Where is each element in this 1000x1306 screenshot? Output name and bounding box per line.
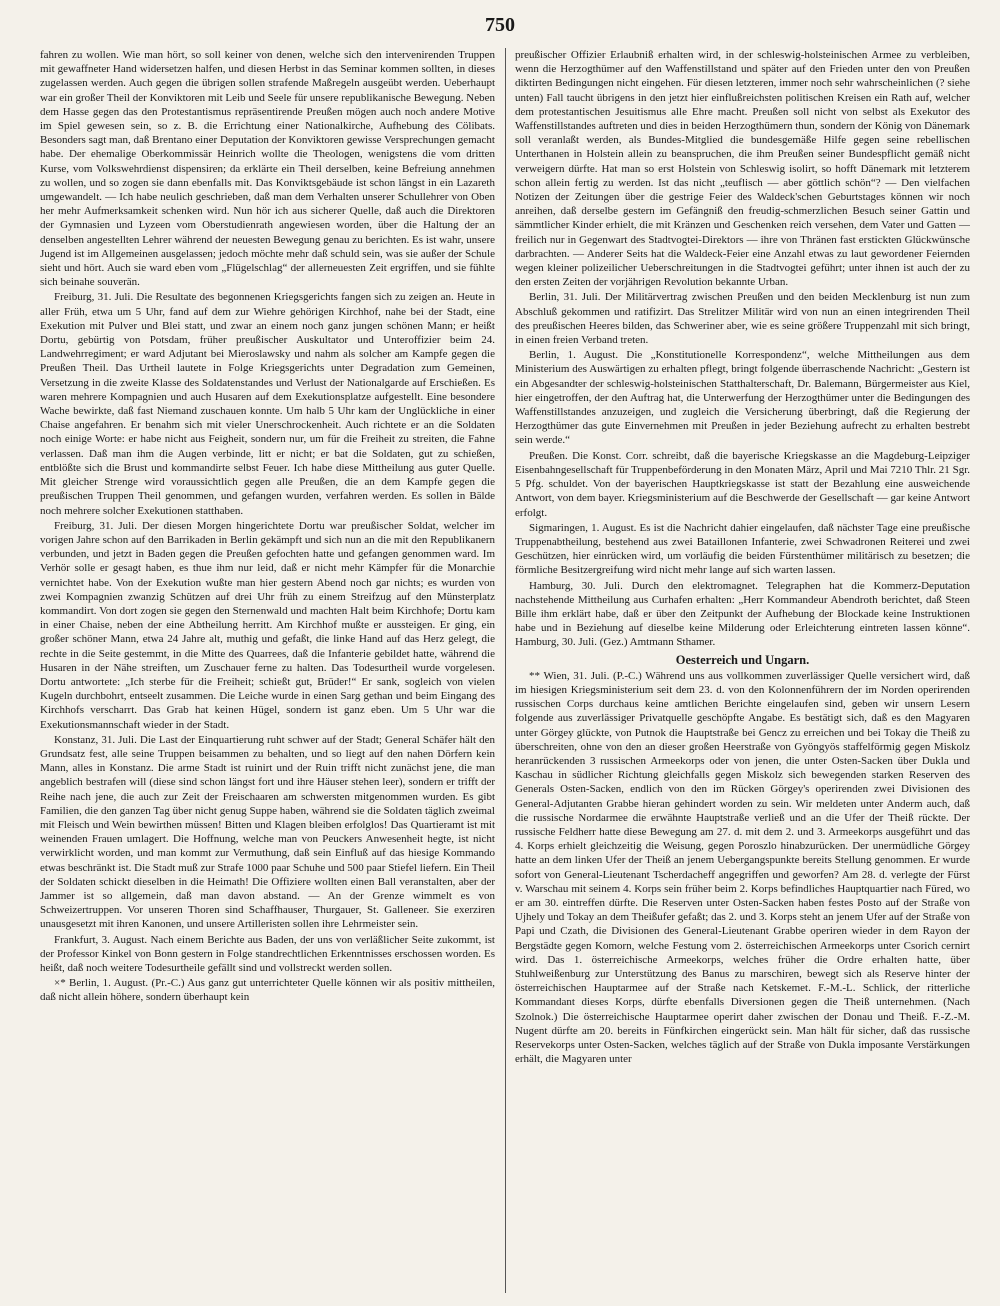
article-paragraph: Konstanz, 31. Juli. Die Last der Einquartierung ruht schwer auf der Stadt; General Schäfer hält den Grundsatz fest, alle seine Truppen beisammen zu behalten, und so liegt auf den nahen Dörfern kein Mann, alles in Konstanz. Die arme Stadt ist ruinirt und der Ruin trifft nicht zunächst jene, die man angeblich bestrafen will (diese sind schon längst fort und ihre Häuser stehen leer), sondern er trifft der Reihe nach jene, die auch zur Zeit der Freischaaren am schwersten mitgenommen wurden. Es gibt Familien, die den ganzen Tag über nicht genug Suppe haben, während sie die Soldaten täglich zweimal mit Fleisch und Wein bewirthen müssen! Bitten und Klagen bleiben erfolglos! Das Quartieramt ist mit weinenden Frauen umlagert. Die Hoffnung, welche man von Peuckers Anwesenheit hegte, ist nicht verwirklicht worden, und man kommt zur Vermuthung, daß sein Einfluß auf das hiesige Kommando etwas beschränkt ist. Die Stadt muß zur Strafe 1000 paar Schuhe und 500 paar Stiefel liefern. Ein Theil der Soldaten schickt dieselben in die Heimath! Die Offiziere wollten einen Ball veranstalten, aber der Jammer ist so allgemein, daß man davon abstand. — An der Grenze wimmelt es von Schweizertruppen. Vor unseren Thoren sind Schaffhauser, Thurgauer, St. Galleneer. Sie exerziren unausgesetzt mit ihren Kanonen, und unsere Artilleristen sollen ihre Lehrmeister sein. bbox=[40, 733, 495, 931]
article-paragraph: Freiburg, 31. Juli. Der diesen Morgen hingerichtete Dortu war preußischer Soldat, welcher im vorigen Jahre schon auf den Barrikaden in Berlin gekämpft und sich nun an die mit den Republikanern verbunden, und jetzt in Baden gegen die Preußen gefochten hatte und gefangen genommen ward. Im Verhör solle er gesagt haben, es thue ihm nur leid, daß er nicht mehr Kämpfer für die Monarchie vernichtet habe. Von der Exekution wußte man hier gestern Abend noch gar nichts; es wurden von zwei Kompagnien zwanzig Schützen auf drei Uhr früh zu einem Streifzug auf den Münsterplatz kommandirt. Von dort zogen sie gegen den Sternenwald und machten Halt beim Kirchhofe; Dortu kam in einer Chaise, neben der eine Abtheilung herritt. Am Kirchhof mußte er aussteigen. Er ging, ein großer schöner Mann, etwa 24 Jahre alt, muthig und gefaßt, die linke Hand auf das Herz gelegt, die rechte in die Seite gestemmt, in die Mitte des Quarrees, daß die Infanterie gebildet hatte, während die Husaren in der Nähe streiften, um Zuschauer ferne zu halten. Das Todesurtheil wurde vorgelesen. Dortu antwortete: „Ich sterbe für die Freiheit; schießt gut, Brüder!“ Er sank, sogleich von vielen Kugeln durchbohrt, entseelt zusammen. Die Leiche wurde in einen Sarg gethan und beim Eingang des Kirchhofs verscharrt. Das Grab hat keinen Hügel, sondern ist ganz eben. Um 5 Uhr war die Exekutionsmannschaft wieder in der Stadt. bbox=[40, 519, 495, 731]
article-paragraph: *‌* Wien, 31. Juli. (P.-C.) Während uns aus vollkommen zuverlässiger Quelle versichert wird, daß im hiesigen Kriegsministerium seit dem 23. d. von den Kolonnenführern der im Norden operirenden russischen Corps durchaus keine amtlichen Berichte eingelaufen sind, geben wir unsern Lesern folgende aus zuverlässiger Privatquelle geschöpfte Angabe. Es bestätigt sich, daß es den Magyaren unter Görgey glückte, von Putnok die Hauptstraße bei Gencz zu erreichen und bei Tokay die Theiß zu überschreiten, ohne von den an dieser großen Heerstraße von Gyöngyös staffelförmig gegen Miskolz heranrückenden 3 russischen Armeekorps oder von jenen, die unter Osten-Sacken über Dukla und Kaschau in südlicher Richtung gleichfalls gegen Miskolz sich bewegenden starken Reserven des Generals Osten-Sacken, endlich von den im Rücken Görgey's operirenden zwei Divisionen des General-Adjutanten Grabbe hieran gehindert worden zu sein. Wir meldeten unter Anderm auch, daß die russische Nordarmee die erwähnte Hauptstraße verließ und an die Ufer der Theiß rückte. Der russische Feldherr hatte diese Bewegung am 27. d. mit dem 2. und 3. Armeekorps ausgeführt und das 4. Korps erhielt gleichzeitig die Weisung, gegen Poroszlo hinabzurücken. Der unermüdliche Görgey hatte an dem linken Ufer der Theiß an jenem Uebergangspunkte bereits Stellung genommen. Er wurde sofort von General-Lieutenant Tscherdacheff angegriffen und geworfen? Am 28. d. verlegte der Fürst v. Warschau mit seinem 4. Korps sein früher beim 2. Korps befindliches Hauptquartier nach Füred, wo er am 30. eintreffen dürfte. Die Reserven unter Osten-Sacken haben festes Posto auf der Straße von Ujhely und Tokay an dem Theißufer gefaßt; das 2. und 3. Korps steht an jenem Ufer auf der Straße von Papi und Czath, die Divisionen des General-Lieutenant Grabbe operiren wieder in dem Rayon der Bergstädte gegen Komorn, welche Festung vom 2. österreichischen Armeekorps unter Csorich cernirt wird. Das 1. österreichische Armeekorps, welches früher die Ordre erhalten hatte, über Stuhlweißenburg zur Unterstützung des Banus zu marschiren, bewegt sich als Reserve hinter der österreichischen Hauptarmee auf der Straße nach Ketskemet. F.-M.-L. Schlick, der ritterliche Kommandant dieses Korps, dürfte ebenfalls Diversionen gegen die Theiß unternehmen. (Nach Szolnok.) Die österreichische Hauptarmee operirt daher zwischen der Donau und Theiß. F.-Z.-M. Nugent dürfte am 20. bereits in Fünfkirchen eingerückt sein. Man hält für sicher, daß das russische Reservekorps unter Osten-Sacken, welches täglich auf der Straße von Dukla imposante Verstärkungen erhält, die Magyaren unter bbox=[515, 669, 970, 1066]
article-paragraph: Berlin, 1. August. Die „Konstitutionelle Korrespondenz“, welche Mittheilungen aus dem Ministerium des Auswärtigen zu erhalten pflegt, bringt folgende überraschende Nachricht: „Gestern ist ein Abgesandter der schleswig-holsteinischen Statthalterschaft, Dr. Balemann, Bürgermeister aus Kiel, hier eingetroffen, der den Auftrag hat, die Unterwerfung der Herzogthümer unter die Bedingungen des Waffenstillstandes anzuzeigen, und zugleich die Versicherung überbringt, daß die Regierung der Herzogthümer das gute Einvernehmen mit Preußen in jeder Beziehung aufrecht zu erhalten bestrebt sein werde.“ bbox=[515, 349, 970, 447]
article-paragraph: Berlin, 31. Juli. Der Militärvertrag zwischen Preußen und den beiden Mecklenburg ist nun zum Abschluß gekommen und ratifizirt. Das Strelitzer Militär wird von nun an einen integrirenden Theil des preußischen Heeres bilden, das Schweriner aber, wie es seine größere Truppenzahl mit sich bringt, in einen freien Verband treten. bbox=[515, 291, 970, 347]
article-paragraph: preußischer Offizier Erlaubniß erhalten wird, in der schleswig-holsteinischen Armee zu verbleiben, wenn die Herzogthümer auf den Waffenstillstand und später auf den Frieden unter den von Preußen diktirten Bedingungen nicht eingehen. Für diesen letzteren, immer noch sehr wahrscheinlichen (? siehe unten) Fall taucht übrigens in den jetzt hier einflußreichsten politischen Kreisen ein Rath auf, welcher dem protestantischen Jesuitismus alle Ehre macht. Preußen soll nicht von selbst als Exekutor des Waffenstillstandes auftreten und dies in beiden Herzogthümern thun, sondern der König von Dänemark soll veranlaßt werden, als Bundes-Mitglied die bundesgemäße Hilfe gegen seine rebellischen Unterthanen in Holstein allein zu beanspruchen, die ihm Preußen seiner Bundespflicht gemäß nicht verweigern dürfte. Hat man so erst Holstein von Schleswig isolirt, so hofft Dänemark mit letzterem schon allein fertig zu werden. Ist das nicht „teuflisch — aber göttlich schön“? — Den vielfachen Notizen der Zeitungen über die gestrige Feier des Waldeck'schen Geburtstages können wir noch anreihen, daß derselbe gestern im Gefängniß den freudig-schmerzlichen Besuch seiner Gattin und sämmtlicher Kinder erhielt, die mit Kränzen und Geschenken reich versehen, dem Vater und Gatten — freilich nur in Gegenwart des Stadtvogtei-Direktors — ihre von Thränen fast erstickten Glückwünsche darbrachten. — Anderer Seits hat die Waldeck-Feier eine Anzahl etwas zu laut gewordener Feiernden wegen kleiner polizeilicher Ueberschreitungen in die Stadtvogtei geführt; unter ihnen ist auch der zu den ersten Zeiten der vorjährigen Revolution bekannte Urban. bbox=[515, 49, 970, 289]
article-paragraph: Hamburg, 30. Juli. Durch den elektromagnet. Telegraphen hat die Kommerz-Deputation nachstehende Mittheilung aus Curhafen erhalten: „Herr Kommandeur Abendroth berichtet, daß Steen Bille ihm erklärt habe, daß er über den Zeitpunkt der Aufhebung der Blockade keine Instruktionen habe und in Beziehung auf dieselbe keine Milderung oder Erleichterung eintreten lassen könne“. Hamburg, 30. Juli. (Gez.) Amtmann Sthamer. bbox=[515, 579, 970, 649]
right-column bbox=[515, 48, 970, 1293]
article-paragraph: Preußen. Die Konst. Corr. schreibt, daß die bayerische Kriegskasse an die Magdeburg-Leipziger Eisenbahngesellschaft für Truppenbeförderung in den Monaten März, April und Mai 7210 Thlr. 21 Sgr. 5 Pfg. schuldet. Von der bayerischen Hauptkriegskasse ist statt der Bezahlung eine ausweichende Antwort, von dem bayer. Kriegsministerium auf die Beschwerde der Gesellschaft — gar keine Antwort erfolgt. bbox=[515, 449, 970, 519]
left-column bbox=[40, 48, 495, 1293]
article-paragraph: ×* Berlin, 1. August. (Pr.-C.) Aus ganz gut unterrichteter Quelle können wir als positiv mittheilen, daß nicht allein höhere, sondern überhaupt kein bbox=[40, 977, 495, 1004]
column-divider bbox=[505, 48, 506, 1293]
article-paragraph: Freiburg, 31. Juli. Die Resultate des begonnenen Kriegsgerichts fangen sich zu zeigen an. Heute in aller Früh, etwa um 5 Uhr, fand auf dem zur Wiehre gehörigen Kirchhof, nahe bei der Stadt, eine Exekution mit Pulver und Blei statt, und zwar an einem noch ganz jungen schönen Mann; er heißt Dortu, gebürtig von Potsdam, früher preußischer Auskultator und Unteroffizier beim 24. Landwehrregiment; er ward Adjutant bei Mieroslawsky und nahm als solcher am Kampfe gegen die Preußen Theil. Das Urtheil lautete in Folge Kriegsgerichts unter Degradation zum Gemeinen, Versetzung in die zweite Klasse des Soldatenstandes und Verlust der Nationalgarde auf Erschießen. Es waren mehrere Kompagnien und auch Husaren auf dem Exekutionsplatze aufgestellt. Eine besondere Wache bewirkte, daß fast Niemand zuschauen konnte. Um halb 5 Uhr kam der Unglückliche in einer Chaise angefahren. Er benahm sich mit vieler Unerschrockenheit. Auch richtete er an die Soldaten noch einige Worte: er habe nicht aus Feigheit, sondern nur, um für die Freiheit zu streiten, die Fahne verlassen. Daß man ihm die Augen verbinde, litt er nicht; er bat die Soldaten, gut zu schießen, entblößte sich die Brust und kommandirte selbst Feuer. Ich habe diese Mittheilung aus guter Quelle. Mit gleicher Strenge wird voraussichtlich gegen alle Preußen, die an dem Kampfe gegen die preußischen Truppen Theil genommen, und gefangen wurden, verfahren werden. Es sollen in Bälde noch mehrere solcher Exekutionen statthaben. bbox=[40, 291, 495, 517]
article-paragraph: Sigmaringen, 1. August. Es ist die Nachricht dahier eingelaufen, daß nächster Tage eine preußische Truppenabtheilung, bestehend aus zwei Bataillonen Infanterie, zwei Schwadronen Reiterei und zwei Geschützen, hier einrücken wird, um vorläufig die beiden Fürstenthümer militärisch zu besetzen; die förmliche Besitzergreifung wird nicht mehr lange auf sich warten lassen. bbox=[515, 521, 970, 577]
page-number: 750 bbox=[485, 14, 515, 36]
section-heading: Oesterreich und Ungarn. bbox=[675, 652, 810, 667]
article-paragraph: fahren zu wollen. Wie man hört, so soll keiner von denen, welche sich den intervenirenden Truppen mit gewaffneter Hand widersetzen halfen, und diesen Herbst in das Seminar kommen sollten, in dieses zugelassen werden. Auch gegen die übrigen sollen strafende Maßregeln ausgeübt werden. Ueberhaupt war ein großer Theil der Konviktoren mit Leib und Seele für unsere republikanische Bewegung. Neben dem Hasse gegen das den Protestantismus repräsentirende Preußen mögen auch noch andere Motive im Spiel gewesen sein, so z. B. die Errichtung einer Nationalkirche, Aufhebung des Cölibats. Besonders sagt man, daß Brentano einer Deputation der Konviktoren gewisse Versprechungen gemacht habe. Der ehemalige Oberkommissär Heinrich wollte die Theologen, wenigstens die vom dritten Kurse, vom Volkswehrdienst dispensiren; da erklärte ein Theil derselben, keine Befreiung annehmen zu wollen, und so zogen sie dann ebenfalls mit. Das Konviktsgebäude ist schon längst in ein Lazareth umgewandelt. — Ich habe neulich geschrieben, daß man dem Verhalten unserer Schullehrer von Oben her mehr Aufmerksamkeit schenken wird. Nun hör ich aus sicherer Quelle, daß auch die Direktoren der Gymnasien und Lyzeen vom Oberstudienrath angewiesen worden, über die Haltung der an denselben angestellten Lehrer während der neuesten Bewegung genau zu berichten. Es ist wahr, unsere Jugend ist im Allgemeinen ausgelassen; jedoch möchte mehr daß schuld sein, was sie außer der Schule sieht und hört. Auch sie ward eben vom „Flügelschlag“ der allerneuesten Zeit ergriffen, und sie fühlte sich beinahe souverän. bbox=[40, 49, 495, 289]
article-paragraph: Frankfurt, 3. August. Nach einem Berichte aus Baden, der uns von verläßlicher Seite zukommt, ist der Professor Kinkel von Bonn gestern in Folge standrechtlichen Erkenntnisses erschossen worden. Es heißt, daß noch weitere Todesurtheile gefällt sind und vollstreckt werden sollen. bbox=[40, 933, 495, 974]
